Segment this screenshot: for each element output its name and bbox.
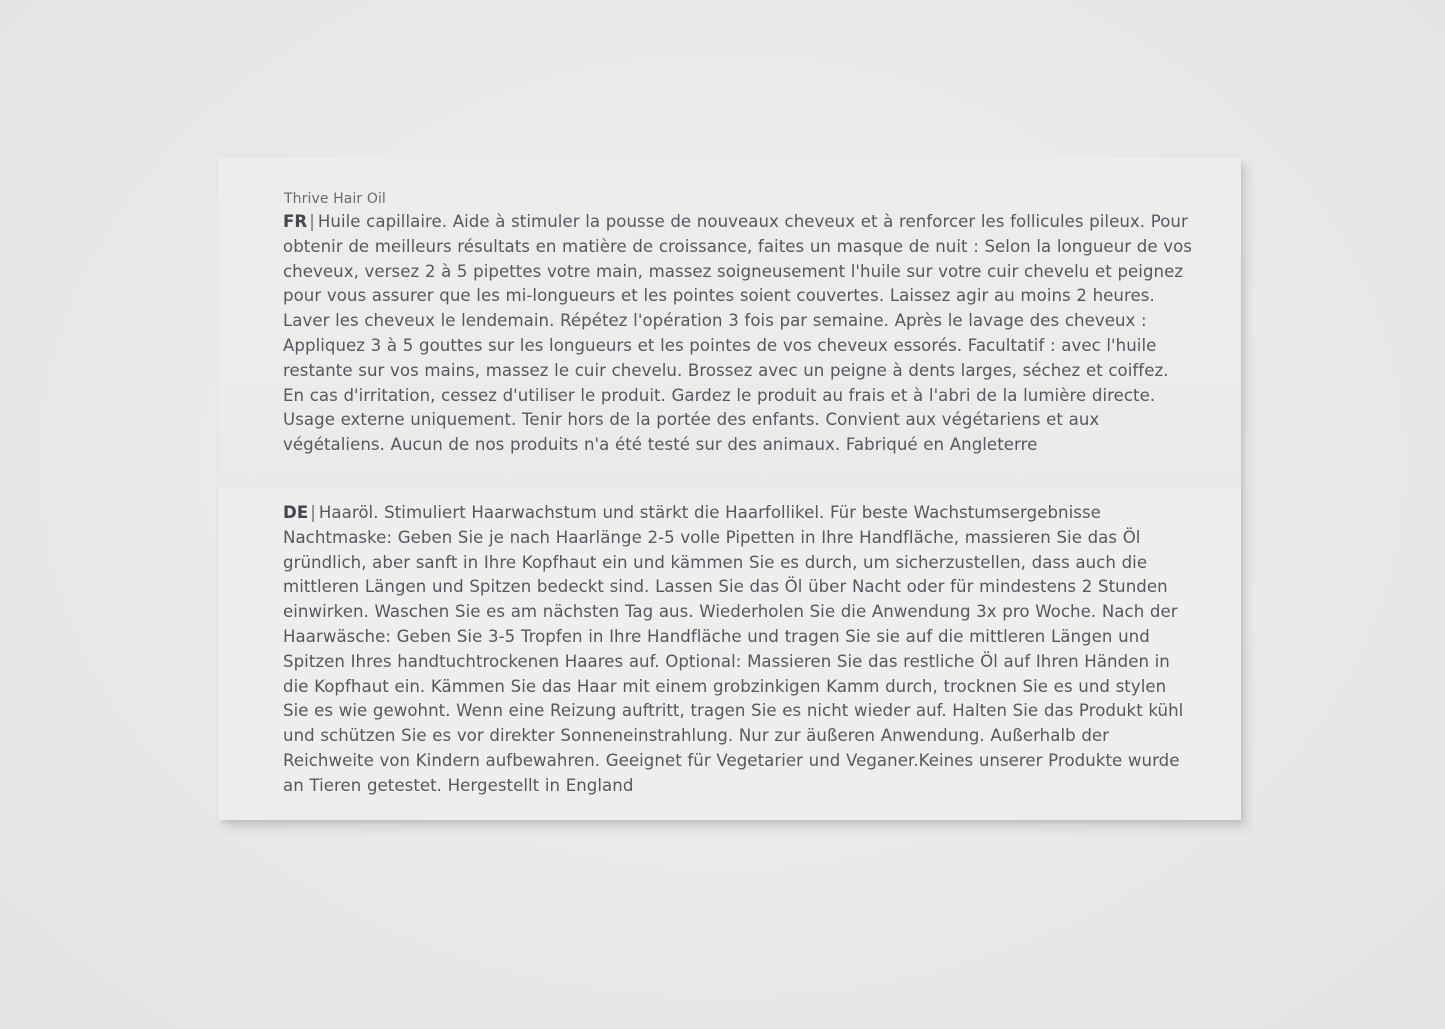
instruction-card	[219, 158, 1241, 820]
german-text: Haaröl. Stimuliert Haarwachstum und stärkt die Haarfollikel. Für beste Wachstumsergebnisse Nachtmaske: Geben Sie je nach Haarlänge 2-5 volle Pipetten in Ihre Handfläche, massieren Sie das Öl gründlich, aber sanft in Ihre Kopfhaut ein und kämmen Sie es durch, um sicherzustellen, dass auch die mittleren Längen und Spitzen bedeckt sind. Lassen Sie das Öl über Nacht oder für mindestens 2 Stunden einwirken. Waschen Sie es am nächsten Tag aus. Wiederholen Sie die Anwendung 3x pro Woche. Nach der Haarwäsche: Geben Sie 3-5 Tropfen in Ihre Handfläche und tragen Sie sie auf die mittleren Längen und Spitzen Ihres handtuchtrockenen Haares auf. Optional: Massieren Sie das restliche Öl auf Ihren Händen in die Kopfhaut ein. Kämmen Sie das Haar mit einem grobzinkigen Kamm durch, trocknen Sie es und stylen Sie es wie gewohnt. Wenn eine Reizung auftritt, tragen Sie es nicht wieder auf. Halten Sie das Produkt kühl und schützen Sie es vor direkter Sonneneinstrahlung. Nur zur äußeren Anwendung. Außerhalb der Reichweite von Kindern aufbewahren. Geeignet für Vegetarier und Veganer.Keines unserer Produkte wurde an Tieren getestet. Hergestellt in England	[283, 503, 1184, 795]
french-text: Huile capillaire. Aide à stimuler la pousse de nouveaux cheveux et à renforcer les follicules pileux. Pour obtenir de meilleurs résultats en matière de croissance, faites un masque de nuit : Selon la longueur de vos cheveux, versez 2 à 5 pipettes votre main, massez soigneusement l'huile sur votre cuir chevelu et peignez pour vous assurer que les mi-longueurs et les pointes soient couvertes. Laissez agir au moins 2 heures. Laver les cheveux le lendemain. Répétez l'opération 3 fois par semaine. Après le lavage des cheveux : Appliquez 3 à 5 gouttes sur les longueurs et les pointes de vos cheveux essorés. Facultatif : avec l'huile restante sur vos mains, massez le cuir chevelu. Brossez avec un peigne à dents larges, séchez et coiffez. En cas d'irritation, cessez d'utiliser le produit. Gardez le produit au frais et à l'abri de la lumière directe. Usage externe uniquement. Tenir hors de la portée des enfants. Convient aux végétariens et aux végétaliens. Aucun de nos produits n'a été testé sur des animaux. Fabriqué en Angleterre	[283, 212, 1192, 455]
german-separator: |	[310, 503, 316, 522]
card-top-panel	[219, 158, 1241, 488]
german-instructions	[283, 501, 1195, 799]
product-name: Thrive Hair Oil	[284, 191, 386, 207]
french-instructions	[283, 210, 1195, 458]
french-separator: |	[309, 212, 315, 231]
german-language-code: DE	[283, 503, 309, 522]
french-language-code: FR	[283, 212, 308, 231]
